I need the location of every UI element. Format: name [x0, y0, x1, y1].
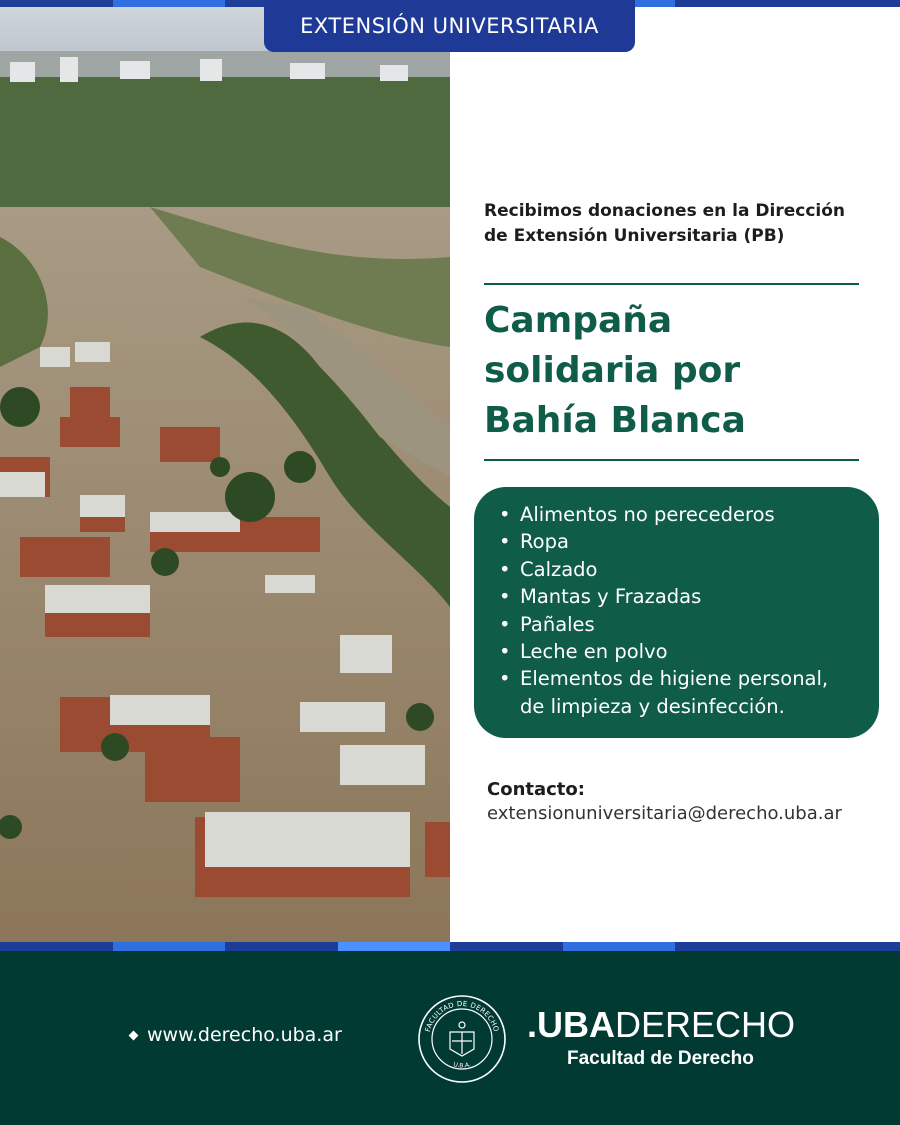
headline-line: Bahía Blanca — [484, 400, 746, 441]
badge-label: EXTENSIÓN UNIVERSITARIA — [300, 14, 599, 38]
extension-badge — [264, 0, 635, 52]
svg-text:U.B.A. — [452, 1061, 471, 1069]
brand-subtitle: Facultad de Derecho — [567, 1048, 754, 1069]
donation-items-box — [474, 487, 879, 738]
university-seal-icon — [417, 994, 507, 1084]
donation-item: • Pañales — [520, 611, 879, 638]
campaign-headline — [484, 296, 884, 446]
donation-items-list — [520, 501, 879, 720]
bottom-accent-stripe — [0, 942, 900, 951]
divider-top — [484, 283, 859, 285]
diamond-bullet-icon — [129, 1030, 139, 1040]
brand-suffix: DERECHO — [615, 1004, 796, 1045]
seal-bottom-text: U.B.A. — [452, 1061, 472, 1070]
flood-aerial-photo — [0, 7, 450, 944]
donation-item: • Alimentos no perecederos — [520, 501, 879, 528]
donation-item: • Calzado — [520, 556, 879, 583]
seal-top-text: FACULTAD DE DERECHO — [423, 999, 501, 1033]
donation-item: • Ropa — [520, 528, 879, 555]
donation-item: • Leche en polvo — [520, 638, 879, 665]
donation-item-continuation — [520, 693, 879, 720]
divider-bottom — [484, 459, 859, 461]
website-url: www.derecho.uba.ar — [147, 1024, 342, 1046]
contact-label: Contacto: — [487, 779, 585, 800]
headline-line: solidaria por — [484, 350, 741, 391]
donation-item-continuation-text: de limpieza y desinfección. — [520, 694, 785, 718]
donation-item: • Mantas y Frazadas — [520, 583, 879, 610]
uba-derecho-logo — [527, 1005, 795, 1045]
brand-prefix: .UBA — [527, 1004, 615, 1045]
website-link[interactable] — [130, 1024, 342, 1046]
contact-email-link[interactable]: extensionuniversitaria@derecho.uba.ar — [487, 803, 842, 824]
donation-item: • Elementos de higiene personal, — [520, 665, 879, 692]
headline-line: Campaña — [484, 300, 673, 341]
intro-text: Recibimos donaciones en la Dirección de Extensión Universitaria (PB) — [484, 201, 846, 246]
